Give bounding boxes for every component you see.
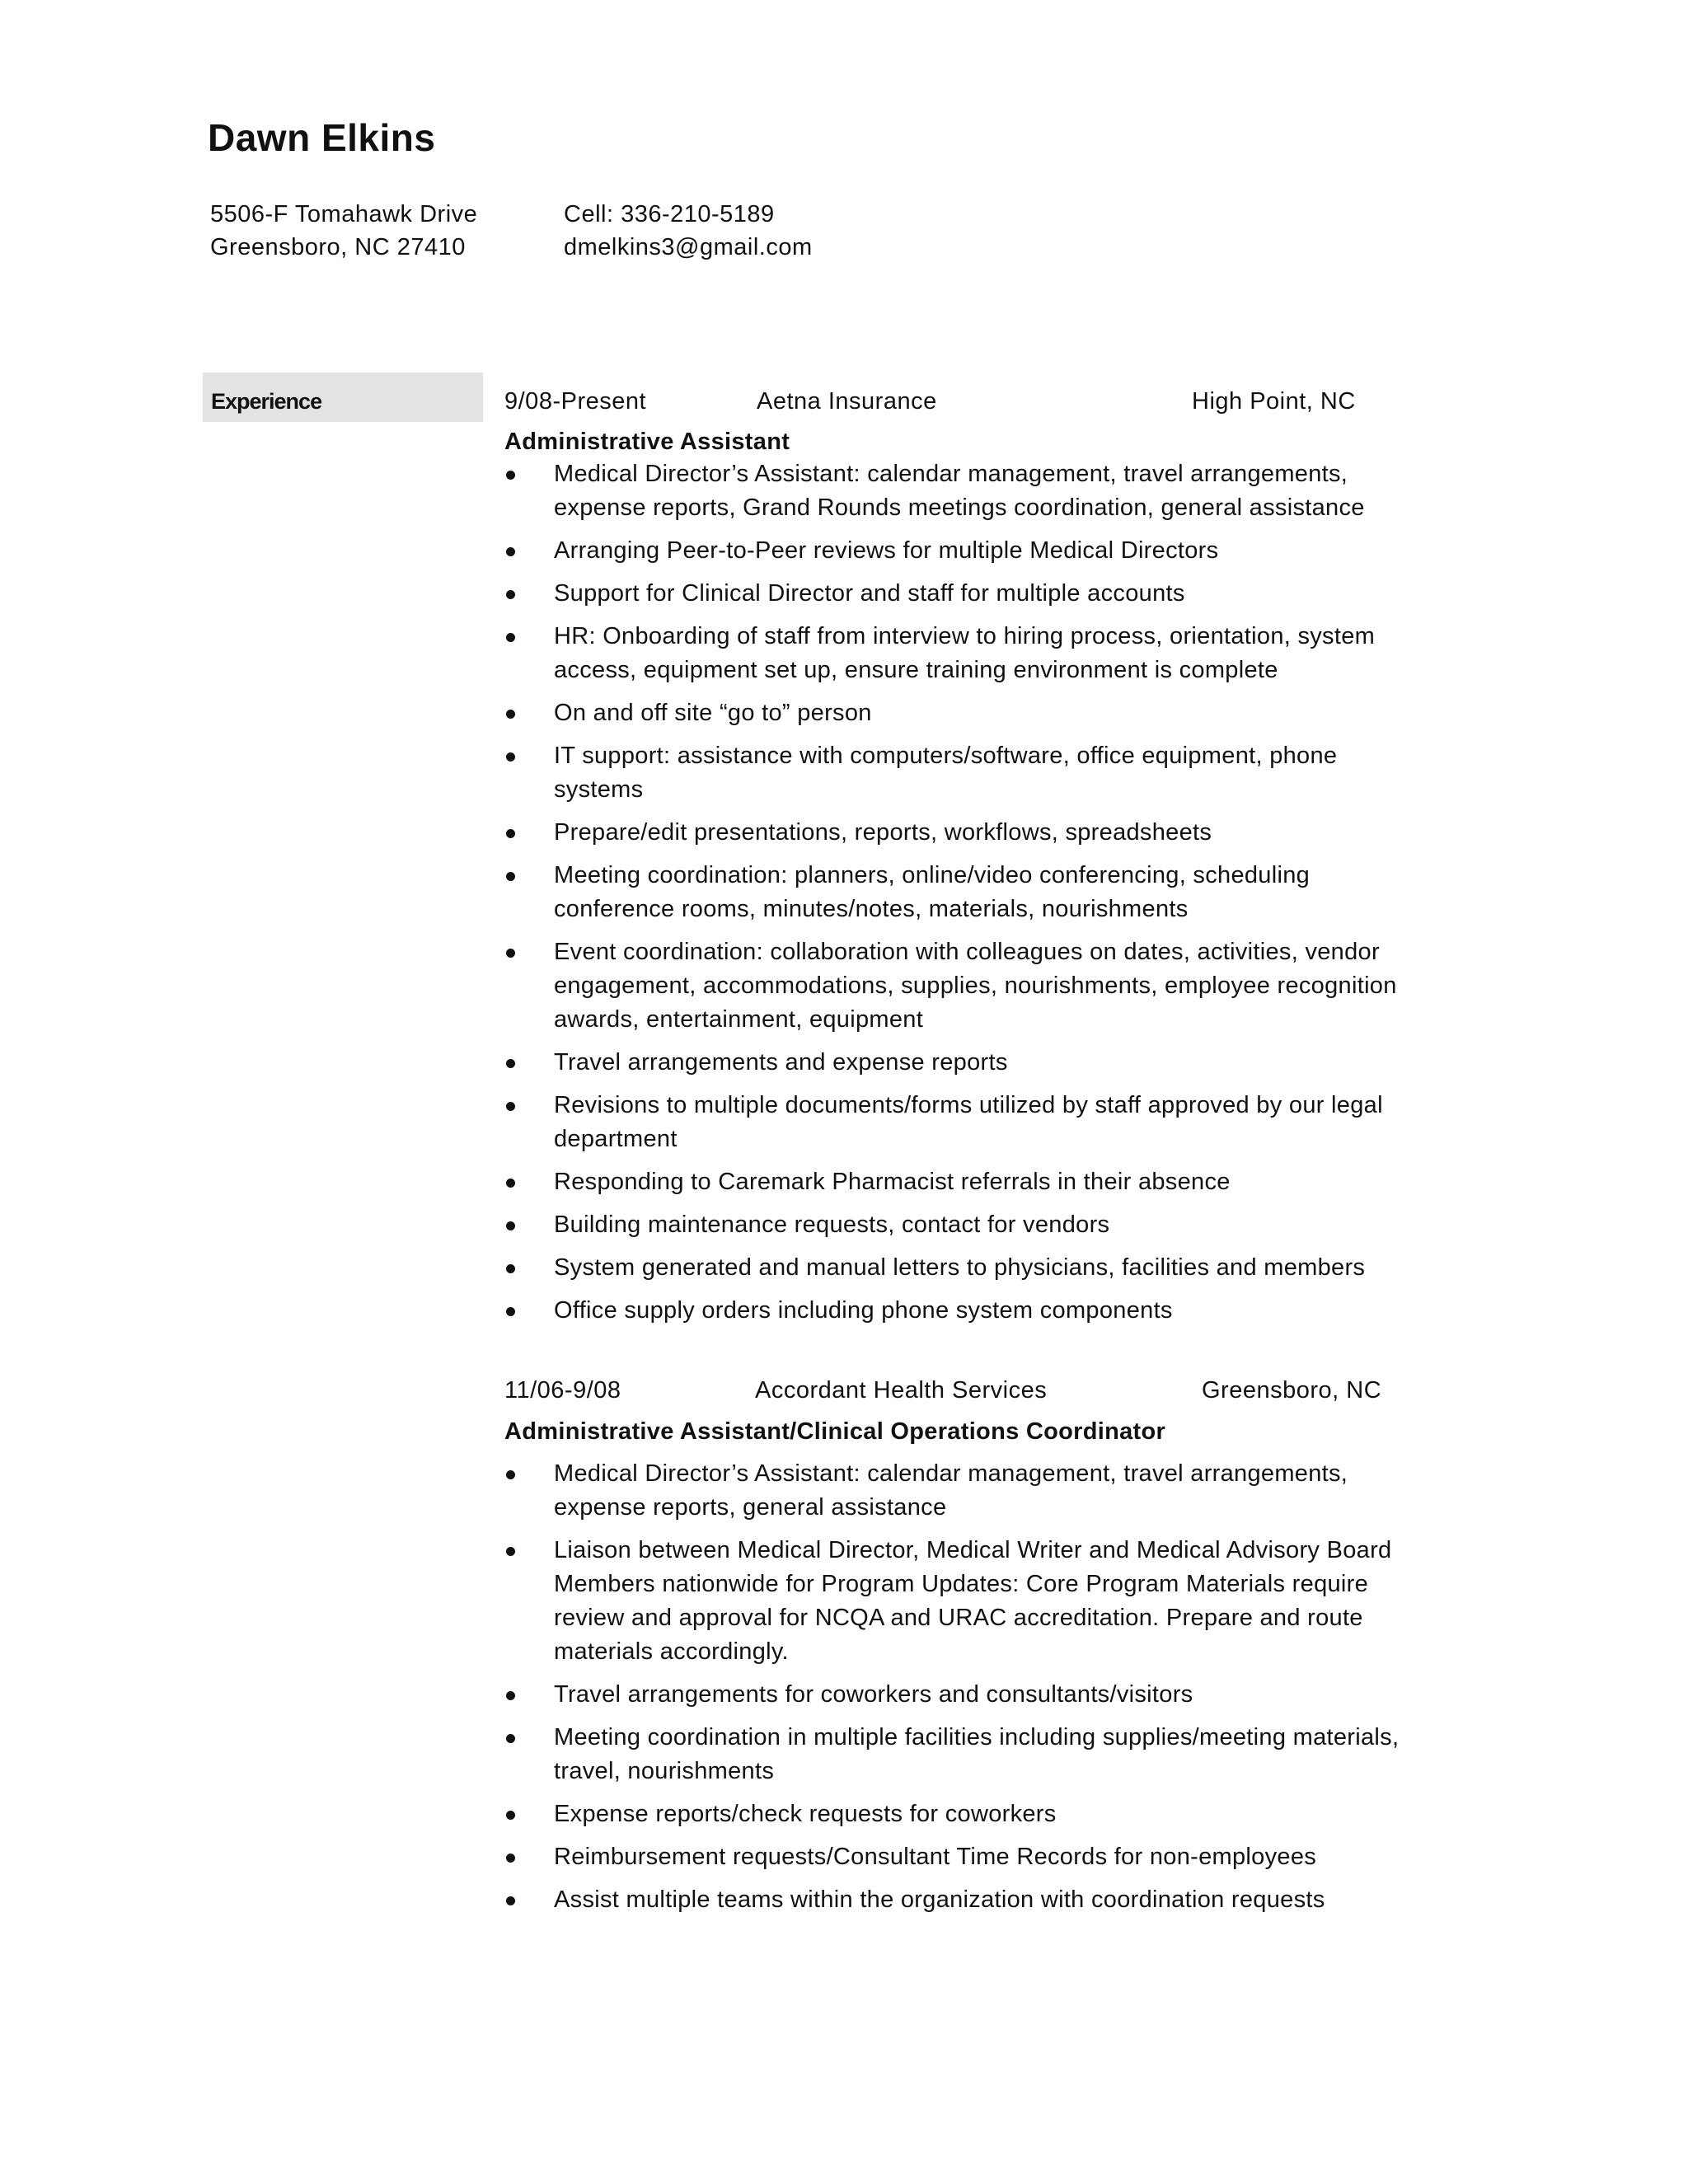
job-1-bullet (504, 816, 1403, 850)
job-1-bullet (504, 1294, 1403, 1328)
bullet-dot-icon (506, 1179, 515, 1188)
bullet-dot-icon (506, 1896, 515, 1905)
bullet-text: Meeting coordination in multiple facilities including supplies/meeting materials, travel, nourishments (554, 1724, 1400, 1784)
bullet-dot-icon (506, 1691, 515, 1700)
bullet-dot-icon (506, 872, 515, 881)
bullet-text: Liaison between Medical Director, Medical Writer and Medical Advisory Board Members nationwide for Program Updates: Core Program Materials require review and approval for NCQA and URAC accreditation. Prepare and route materials accordingly. (554, 1537, 1392, 1665)
bullet-dot-icon (506, 547, 515, 556)
bullet-text: Medical Director’s Assistant: calendar management, travel arrangements, expense reports, general assistance (554, 1460, 1348, 1521)
bullet-text: Travel arrangements and expense reports (554, 1049, 1008, 1076)
resume-name: Dawn Elkins (208, 116, 436, 159)
experience-section-label: Experience (211, 389, 322, 414)
job-1-bullet (504, 1089, 1403, 1156)
job-1-company: Aetna Insurance (757, 388, 937, 415)
job-1-bullet (504, 1165, 1403, 1199)
bullet-dot-icon (506, 1264, 515, 1273)
job-1-bullet (504, 739, 1403, 807)
bullet-text: Office supply orders including phone system components (554, 1297, 1173, 1324)
job-1-bullet (504, 534, 1403, 568)
job-1-bullet (504, 696, 1403, 730)
bullet-text: Expense reports/check requests for coworkers (554, 1801, 1057, 1827)
job-1-bullet (504, 577, 1403, 611)
bullet-dot-icon (506, 1470, 515, 1479)
address-line-1: 5506-F Tomahawk Drive (210, 201, 478, 227)
address-line-2: Greensboro, NC 27410 (210, 234, 466, 260)
bullet-dot-icon (506, 1734, 515, 1743)
job-2-bullet (504, 1457, 1403, 1525)
bullet-text: Event coordination: collaboration with colleagues on dates, activities, vendor engagement, accommodations, supplies, nourishments, employee recognition awards, entertainment, equipment (554, 939, 1397, 1033)
bullet-dot-icon (506, 1811, 515, 1820)
job-1-title: Administrative Assistant (504, 429, 790, 455)
bullet-text: Arranging Peer-to-Peer reviews for multiple Medical Directors (554, 537, 1219, 564)
bullet-text: System generated and manual letters to physicians, facilities and members (554, 1254, 1366, 1281)
bullet-dot-icon (506, 590, 515, 599)
bullet-text: Reimbursement requests/Consultant Time Records for non-employees (554, 1844, 1317, 1870)
bullet-text: Responding to Caremark Pharmacist referrals in their absence (554, 1169, 1231, 1195)
bullet-text: Meeting coordination: planners, online/video conferencing, scheduling conference rooms, minutes/notes, materials, nourishments (554, 862, 1311, 922)
job-1-bullet-list (504, 457, 1403, 1337)
bullet-text: Assist multiple teams within the organization with coordination requests (554, 1886, 1325, 1913)
bullet-dot-icon (506, 949, 515, 958)
job-1-bullet (504, 1046, 1403, 1080)
job-1-bullet (504, 859, 1403, 926)
cell-phone: Cell: 336-210-5189 (564, 201, 775, 227)
bullet-text: HR: Onboarding of staff from interview to hiring process, orientation, system access, equipment set up, ensure training environment is complete (554, 623, 1376, 683)
job-1-dates: 9/08-Present (504, 388, 647, 415)
bullet-dot-icon (506, 633, 515, 642)
bullet-text: Support for Clinical Director and staff for multiple accounts (554, 580, 1185, 607)
email-address: dmelkins3@gmail.com (564, 234, 813, 260)
job-2-bullet (504, 1678, 1403, 1712)
job-2-bullet (504, 1883, 1403, 1917)
bullet-dot-icon (506, 1854, 515, 1863)
job-2-company: Accordant Health Services (755, 1377, 1048, 1404)
job-1-location: High Point, NC (1192, 388, 1356, 415)
job-2-dates: 11/06-9/08 (504, 1377, 621, 1404)
bullet-text: Medical Director’s Assistant: calendar management, travel arrangements, expense reports, Grand Rounds meetings coordination, general assistance (554, 461, 1365, 521)
job-2-bullet (504, 1721, 1403, 1788)
bullet-dot-icon (506, 1547, 515, 1556)
bullet-dot-icon (506, 752, 515, 762)
job-2-bullet (504, 1534, 1403, 1669)
bullet-text: Building maintenance requests, contact for vendors (554, 1212, 1110, 1238)
bullet-dot-icon (506, 1307, 515, 1316)
job-2-location: Greensboro, NC (1202, 1377, 1382, 1404)
job-2-bullet (504, 1797, 1403, 1831)
bullet-dot-icon (506, 1102, 515, 1111)
job-1-bullet (504, 1208, 1403, 1242)
bullet-dot-icon (506, 710, 515, 719)
bullet-text: IT support: assistance with computers/software, office equipment, phone systems (554, 743, 1338, 803)
job-2-bullet-list (504, 1457, 1403, 1926)
bullet-dot-icon (506, 1059, 515, 1068)
job-2-bullet (504, 1840, 1403, 1874)
bullet-dot-icon (506, 1221, 515, 1230)
bullet-dot-icon (506, 471, 515, 480)
bullet-text: Revisions to multiple documents/forms utilized by staff approved by our legal department (554, 1092, 1383, 1152)
job-1-bullet (504, 1251, 1403, 1285)
job-1-bullet (504, 935, 1403, 1037)
job-2-title: Administrative Assistant/Clinical Operations Coordinator (504, 1418, 1166, 1445)
job-1-bullet (504, 620, 1403, 687)
bullet-text: On and off site “go to” person (554, 700, 872, 726)
bullet-text: Travel arrangements for coworkers and consultants/visitors (554, 1681, 1193, 1708)
job-1-bullet (504, 457, 1403, 525)
bullet-dot-icon (506, 829, 515, 838)
bullet-text: Prepare/edit presentations, reports, workflows, spreadsheets (554, 819, 1212, 846)
